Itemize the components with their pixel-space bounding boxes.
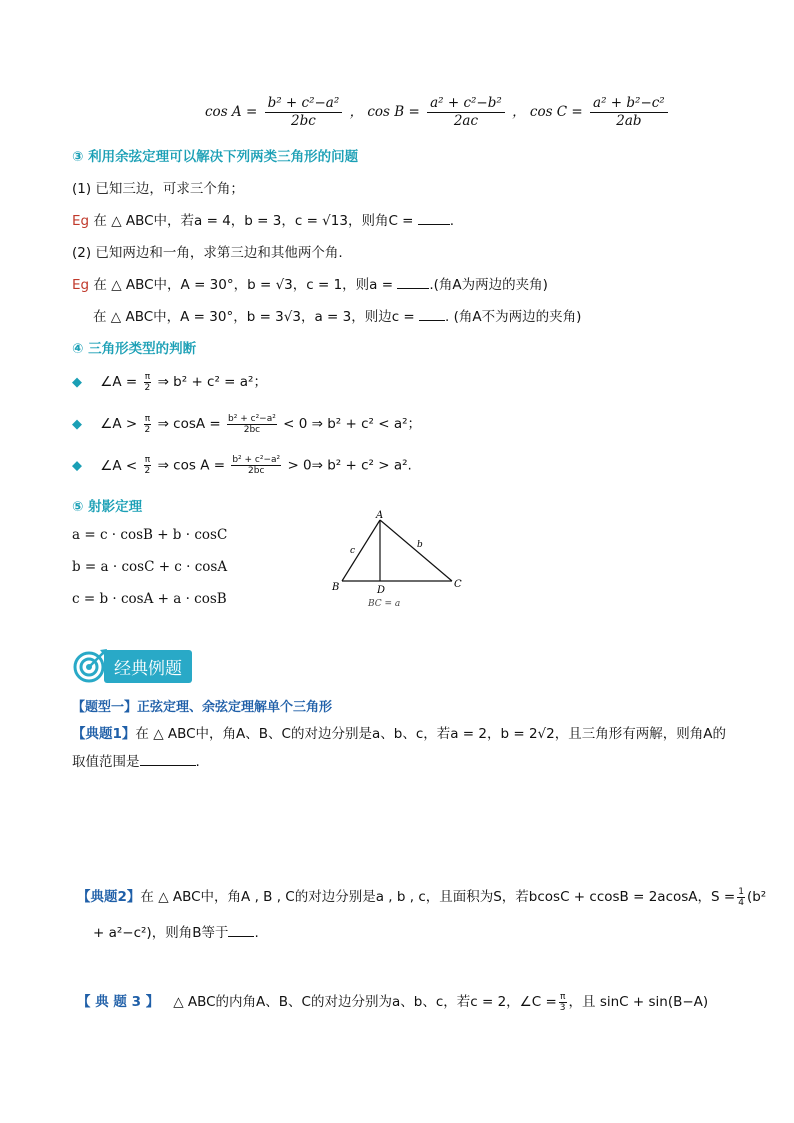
- example2-text-end: (b²: [746, 889, 767, 905]
- frac-denominator: 2: [144, 466, 151, 476]
- cosA-lhs: cos A =: [205, 104, 258, 120]
- rule3-lhs: ∠A <: [100, 457, 138, 474]
- cos-fraction: [227, 414, 277, 435]
- example-eg2: [72, 273, 548, 293]
- vertex-A-label: A: [376, 510, 384, 521]
- cosA-fraction: [265, 95, 343, 130]
- side-c-line: [342, 520, 380, 581]
- diamond-icon: ◆: [72, 375, 82, 390]
- rule1-rhs: ⇒ b² + c² = a²；: [157, 374, 267, 390]
- cos-fraction: [231, 455, 281, 476]
- target-icon: [72, 648, 108, 684]
- frac-denominator: 3: [559, 1002, 566, 1013]
- projection-formula-a: a = c · cosB + b · cosC: [72, 527, 228, 543]
- type1-title: 【题型一】正弦定理、余弦定理解单个三角形: [72, 700, 333, 715]
- projection-formula-b: b = a · cosC + c · cosA: [72, 559, 228, 575]
- example1-line2: [72, 750, 200, 770]
- rule-acute-angle: [72, 455, 412, 476]
- rule2-mid: ⇒ cosA =: [157, 416, 221, 432]
- example1-text2: 取值范围是: [72, 754, 140, 770]
- banner-label: 经典例题: [104, 650, 192, 683]
- one-quarter-fraction: [737, 887, 745, 908]
- pi-over-3-fraction: [559, 992, 567, 1013]
- example2-tag: 【典题2】: [77, 889, 141, 905]
- eg3-end: . (角A不为两边的夹角): [445, 309, 582, 325]
- example2-text: 在 △ ABC中，角A , B , C的对边分别是a , b , c，且面积为S，若bcosC + ccosB = 2acosA，S =: [140, 889, 736, 905]
- cosA-denominator: 2bc: [291, 113, 316, 129]
- example-eg1: [72, 209, 454, 229]
- rule-obtuse-angle: [72, 412, 421, 435]
- cosB-fraction: [427, 95, 505, 130]
- example3-tag: 【 典 题 3 】: [77, 994, 160, 1010]
- eg-label: Eg: [72, 277, 90, 293]
- example1-text: 在 △ ABC中，角A、B、C的对边分别是a、b、c，若a = 2，b = 2√2，且三角形有两解，则角A的: [135, 726, 726, 742]
- rule-right-angle: [72, 370, 267, 393]
- rule3-rhs: > 0⇒ b² + c² > a².: [287, 457, 412, 474]
- vertex-C-label: C: [454, 579, 462, 590]
- example2-line1: [77, 885, 766, 908]
- separator: ，: [512, 104, 526, 120]
- eg2-end: .(角A为两边的夹角): [429, 277, 548, 293]
- frac-numerator: π: [144, 413, 151, 424]
- answer-blank: [228, 924, 254, 937]
- triangle-diagram: [320, 505, 480, 615]
- section3-item2: (2) 已知两边和一角，求第三边和其他两个角.: [72, 245, 343, 261]
- vertex-B-label: B: [332, 582, 340, 593]
- section5-title: ⑤ 射影定理: [72, 499, 143, 515]
- section4-title: ④ 三角形类型的判断: [72, 341, 197, 357]
- frac-numerator: b² + c²−a²: [232, 455, 281, 465]
- answer-blank: [419, 308, 445, 321]
- eg1-text: 在 △ ABC中，若a = 4，b = 3，c = √13，则角C =: [93, 213, 414, 229]
- frac-denominator: 2: [144, 424, 151, 435]
- frac-denominator: 2bc: [248, 466, 265, 476]
- example3-line1: [77, 990, 708, 1013]
- section3-title: ③ 利用余弦定理可以解决下列两类三角形的问题: [72, 149, 359, 165]
- cosC-numerator: a² + b²−c²: [590, 95, 668, 113]
- example3-text: △ ABC的内角A、B、C的对边分别为a、b、c，若c = 2，∠C =: [173, 994, 557, 1010]
- foot-D-label: D: [377, 585, 386, 596]
- rule2-rhs: < 0 ⇒ b² + c² < a²；: [283, 416, 422, 432]
- diamond-icon: ◆: [72, 458, 82, 474]
- example1-end: .: [195, 754, 200, 770]
- section3-item1: (1) 已知三边，可求三个角；: [72, 181, 244, 197]
- side-b-label: b: [417, 540, 423, 550]
- frac-denominator: 2: [144, 382, 151, 393]
- rule1-lhs: ∠A =: [100, 374, 138, 390]
- rule2-lhs: ∠A >: [100, 416, 138, 432]
- example-eg3: [93, 305, 581, 325]
- pi-over-2-fraction: [144, 414, 152, 435]
- frac-numerator: π: [559, 991, 566, 1002]
- eg2-text: 在 △ ABC中，A = 30°，b = √3，c = 1，则a =: [93, 277, 394, 293]
- diamond-icon: ◆: [72, 417, 82, 432]
- pi-over-2-fraction: [144, 455, 152, 476]
- frac-denominator: 4: [738, 897, 744, 908]
- cosB-denominator: 2ac: [453, 113, 479, 129]
- answer-blank: [397, 276, 429, 289]
- example1-tag: 【典题1】: [72, 726, 136, 742]
- frac-numerator: π: [144, 371, 151, 382]
- cosC-denominator: 2ab: [616, 113, 642, 129]
- side-c-label: c: [350, 546, 356, 556]
- cosC-lhs: cos C =: [529, 104, 583, 120]
- cosA-numerator: b² + c²−a²: [265, 95, 343, 113]
- separator: ，: [349, 104, 364, 120]
- frac-denominator: 2bc: [243, 424, 261, 435]
- frac-numerator: b² + c²−a²: [228, 413, 276, 424]
- answer-blank: [140, 753, 196, 766]
- diagram-caption: BC = a: [368, 599, 401, 609]
- example2-text2: + a²−c²)，则角B等于: [93, 925, 229, 941]
- cosC-fraction: [590, 95, 668, 130]
- example2-end: .: [254, 925, 259, 941]
- eg3-text: 在 △ ABC中，A = 30°，b = 3√3，a = 3，则边c =: [93, 309, 415, 325]
- eg-label: Eg: [72, 213, 90, 229]
- example1-line1: [72, 722, 726, 742]
- projection-formula-c: c = b · cosA + a · cosB: [72, 591, 227, 607]
- side-b-line: [380, 520, 452, 581]
- cosB-numerator: a² + c²−b²: [427, 95, 505, 113]
- answer-blank: [418, 212, 450, 225]
- frac-numerator: 1: [738, 886, 744, 897]
- rule3-mid: ⇒ cos A =: [157, 457, 226, 474]
- example3-text-end: ，且 sinC + sin(B−A): [568, 994, 709, 1010]
- cosine-formulas: [205, 95, 671, 130]
- example2-line2: [93, 921, 259, 941]
- cosB-lhs: cos B =: [367, 104, 420, 120]
- eg1-end: .: [449, 213, 455, 229]
- classic-examples-banner: [72, 648, 192, 684]
- frac-numerator: π: [144, 455, 151, 465]
- pi-over-2-fraction: [144, 372, 152, 393]
